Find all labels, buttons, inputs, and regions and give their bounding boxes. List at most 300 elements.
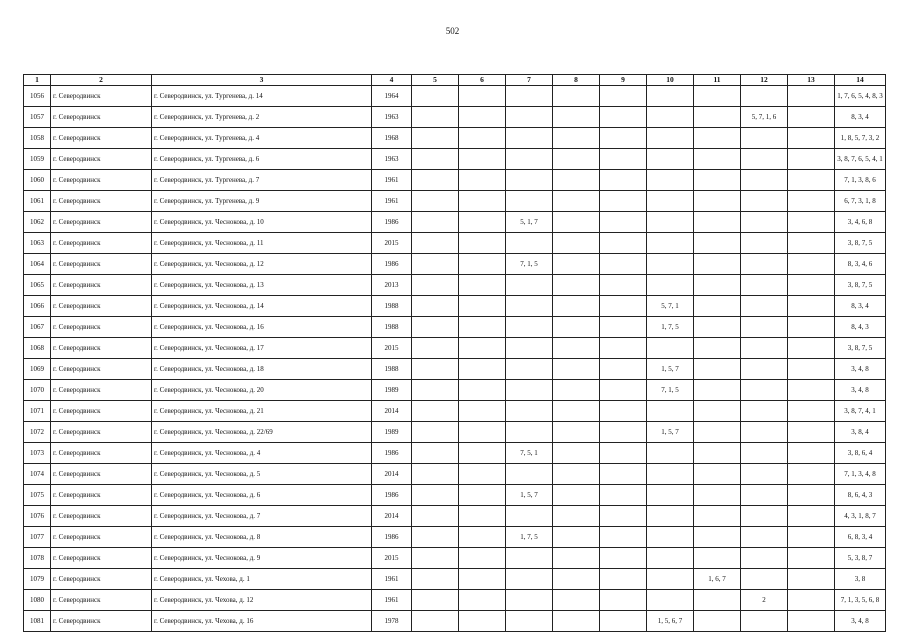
table-cell: [459, 422, 506, 443]
table-cell: [459, 569, 506, 590]
table-cell: [600, 506, 647, 527]
table-cell: [412, 443, 459, 464]
table-cell: [741, 170, 788, 191]
table-cell: [741, 212, 788, 233]
table-cell: 2014: [372, 464, 412, 485]
table-cell: [600, 401, 647, 422]
table-cell: [694, 233, 741, 254]
table-cell: [459, 317, 506, 338]
table-cell: [459, 527, 506, 548]
table-cell: 1, 7, 5: [506, 527, 553, 548]
table-cell: г. Северодвинск: [51, 86, 152, 107]
table-cell: [600, 422, 647, 443]
table-cell: [412, 338, 459, 359]
table-cell: [553, 590, 600, 611]
table-cell: [412, 422, 459, 443]
table-cell: [694, 296, 741, 317]
table-cell: 1057: [24, 107, 51, 128]
table-row: [24, 107, 886, 128]
table-cell: [412, 401, 459, 422]
table-row: [24, 317, 886, 338]
table-row: [24, 275, 886, 296]
table-cell: [694, 380, 741, 401]
table-cell: [741, 275, 788, 296]
table-cell: 1076: [24, 506, 51, 527]
table-cell: [647, 506, 694, 527]
table-cell: 1988: [372, 359, 412, 380]
table-cell: [647, 590, 694, 611]
table-cell: [600, 233, 647, 254]
table-cell: [788, 338, 835, 359]
table-row: [24, 128, 886, 149]
column-header: 5: [412, 75, 459, 86]
table-cell: [506, 86, 553, 107]
table-cell: г. Северодвинск: [51, 296, 152, 317]
table-cell: [694, 527, 741, 548]
table-cell: [741, 464, 788, 485]
table-cell: [553, 380, 600, 401]
table-cell: г. Северодвинск, ул. Чеснокова, д. 22/69: [152, 422, 372, 443]
table-cell: 3, 8: [835, 569, 886, 590]
table-cell: [694, 212, 741, 233]
table-cell: [459, 506, 506, 527]
table-cell: 6, 7, 3, 1, 8: [835, 191, 886, 212]
table-row: [24, 506, 886, 527]
table-cell: 1961: [372, 569, 412, 590]
table-cell: [647, 191, 694, 212]
table-cell: 1978: [372, 611, 412, 632]
table-cell: [647, 149, 694, 170]
table-cell: 1079: [24, 569, 51, 590]
table-cell: [506, 359, 553, 380]
table-cell: [553, 485, 600, 506]
table-cell: [741, 506, 788, 527]
table-cell: [600, 212, 647, 233]
table-cell: г. Северодвинск, ул. Чеснокова, д. 9: [152, 548, 372, 569]
table-cell: 1, 5, 7: [647, 422, 694, 443]
table-cell: г. Северодвинск: [51, 611, 152, 632]
table-row: [24, 422, 886, 443]
table-row: [24, 254, 886, 275]
table-cell: г. Северодвинск: [51, 380, 152, 401]
table-cell: [647, 212, 694, 233]
table-cell: [506, 464, 553, 485]
table-cell: [600, 548, 647, 569]
table-cell: [412, 149, 459, 170]
table-cell: 1, 6, 7: [694, 569, 741, 590]
table-cell: 1066: [24, 296, 51, 317]
table-cell: [600, 443, 647, 464]
table-cell: [788, 464, 835, 485]
table-cell: г. Северодвинск, ул. Чехова, д. 16: [152, 611, 372, 632]
table-cell: [506, 191, 553, 212]
table-cell: г. Северодвинск, ул. Чеснокова, д. 11: [152, 233, 372, 254]
table-cell: [741, 401, 788, 422]
table-cell: г. Северодвинск: [51, 233, 152, 254]
table-cell: [553, 296, 600, 317]
table-cell: [788, 380, 835, 401]
table-cell: [788, 107, 835, 128]
table-cell: [788, 548, 835, 569]
table-cell: [506, 401, 553, 422]
table-cell: [553, 107, 600, 128]
table-cell: [553, 191, 600, 212]
table-cell: 3, 8, 7, 5: [835, 338, 886, 359]
table-cell: г. Северодвинск, ул. Чехова, д. 1: [152, 569, 372, 590]
table-cell: 1062: [24, 212, 51, 233]
table-cell: г. Северодвинск: [51, 338, 152, 359]
table-cell: [412, 506, 459, 527]
table-body: [24, 86, 886, 632]
table-cell: [741, 191, 788, 212]
table-cell: [600, 527, 647, 548]
table-cell: [553, 149, 600, 170]
table-cell: [788, 254, 835, 275]
table-cell: [459, 86, 506, 107]
table-cell: 1056: [24, 86, 51, 107]
table-cell: 1063: [24, 233, 51, 254]
table-cell: [741, 569, 788, 590]
table-cell: [647, 338, 694, 359]
table-cell: 1059: [24, 149, 51, 170]
table-cell: [600, 170, 647, 191]
table-cell: [647, 86, 694, 107]
table-cell: 1986: [372, 254, 412, 275]
table-row: [24, 569, 886, 590]
table-cell: 1, 8, 5, 7, 3, 2: [835, 128, 886, 149]
table-cell: [459, 401, 506, 422]
table-cell: [647, 128, 694, 149]
table-cell: [788, 275, 835, 296]
table-cell: [459, 233, 506, 254]
table-cell: 1963: [372, 149, 412, 170]
table-cell: [459, 296, 506, 317]
table-cell: 1074: [24, 464, 51, 485]
table-cell: г. Северодвинск: [51, 506, 152, 527]
table-cell: [459, 254, 506, 275]
table-cell: [600, 317, 647, 338]
table-cell: [647, 170, 694, 191]
table-cell: 1968: [372, 128, 412, 149]
table-cell: 1077: [24, 527, 51, 548]
table-cell: [694, 317, 741, 338]
table-cell: 2014: [372, 401, 412, 422]
table-cell: [788, 359, 835, 380]
table-cell: [694, 443, 741, 464]
table-cell: [647, 527, 694, 548]
table-cell: [412, 107, 459, 128]
housing-table: [23, 74, 886, 632]
table-cell: [647, 401, 694, 422]
table-cell: 1075: [24, 485, 51, 506]
table-cell: г. Северодвинск, ул. Тургенева, д. 4: [152, 128, 372, 149]
table-cell: [600, 590, 647, 611]
table-cell: [788, 128, 835, 149]
table-cell: 1, 5, 7: [506, 485, 553, 506]
table-cell: [788, 296, 835, 317]
table-cell: 1986: [372, 527, 412, 548]
table-cell: [553, 422, 600, 443]
table-cell: [741, 338, 788, 359]
table-cell: 1064: [24, 254, 51, 275]
column-header: 13: [788, 75, 835, 86]
table-cell: 3, 8, 7, 4, 1: [835, 401, 886, 422]
table-cell: 1961: [372, 590, 412, 611]
table-cell: [553, 254, 600, 275]
table-cell: 5, 7, 1: [647, 296, 694, 317]
table-cell: 1073: [24, 443, 51, 464]
table-cell: [459, 107, 506, 128]
table-cell: г. Северодвинск, ул. Чеснокова, д. 17: [152, 338, 372, 359]
table-cell: [506, 233, 553, 254]
table-row: [24, 191, 886, 212]
table-cell: [788, 401, 835, 422]
table-cell: 3, 8, 4: [835, 422, 886, 443]
table-cell: [694, 485, 741, 506]
table-cell: г. Северодвинск, ул. Тургенева, д. 9: [152, 191, 372, 212]
table-cell: [788, 485, 835, 506]
column-header: 14: [835, 75, 886, 86]
table-cell: [459, 149, 506, 170]
table-cell: [412, 359, 459, 380]
table-cell: г. Северодвинск: [51, 485, 152, 506]
column-header: 3: [152, 75, 372, 86]
table-cell: [553, 338, 600, 359]
table-cell: 1989: [372, 422, 412, 443]
table-cell: [788, 422, 835, 443]
table-cell: [459, 128, 506, 149]
table-cell: [412, 86, 459, 107]
table-cell: 1963: [372, 107, 412, 128]
table-cell: [741, 128, 788, 149]
table-cell: [694, 401, 741, 422]
table-cell: 2015: [372, 338, 412, 359]
header-row: [24, 75, 886, 86]
table-cell: [412, 254, 459, 275]
table-cell: [647, 107, 694, 128]
table-row: [24, 149, 886, 170]
table-cell: [694, 191, 741, 212]
table-cell: [459, 170, 506, 191]
table-cell: [694, 128, 741, 149]
column-header: 7: [506, 75, 553, 86]
table-cell: 1071: [24, 401, 51, 422]
table-cell: г. Северодвинск, ул. Тургенева, д. 2: [152, 107, 372, 128]
table-cell: [694, 611, 741, 632]
table-cell: [788, 527, 835, 548]
table-cell: г. Северодвинск, ул. Чеснокова, д. 10: [152, 212, 372, 233]
table-cell: [788, 86, 835, 107]
table-row: [24, 338, 886, 359]
table-cell: 8, 3, 4: [835, 107, 886, 128]
column-header: 1: [24, 75, 51, 86]
table-cell: [741, 149, 788, 170]
table-cell: г. Северодвинск: [51, 254, 152, 275]
table-cell: [553, 464, 600, 485]
table-cell: 1988: [372, 317, 412, 338]
table-cell: [506, 611, 553, 632]
table-cell: [600, 569, 647, 590]
table-cell: 3, 8, 6, 4: [835, 443, 886, 464]
table-cell: г. Северодвинск, ул. Чеснокова, д. 5: [152, 464, 372, 485]
table-cell: [412, 590, 459, 611]
table-cell: [788, 191, 835, 212]
table-cell: 1961: [372, 170, 412, 191]
table-cell: [506, 149, 553, 170]
table-cell: г. Северодвинск: [51, 170, 152, 191]
table-cell: [741, 527, 788, 548]
table-cell: [412, 380, 459, 401]
table-cell: [506, 170, 553, 191]
table-cell: [553, 506, 600, 527]
table-cell: [694, 590, 741, 611]
table-cell: 1081: [24, 611, 51, 632]
table-cell: [694, 275, 741, 296]
table-cell: [741, 548, 788, 569]
table-cell: г. Северодвинск: [51, 590, 152, 611]
table-cell: [788, 443, 835, 464]
table-cell: 1988: [372, 296, 412, 317]
table-cell: [412, 128, 459, 149]
table-cell: [647, 569, 694, 590]
table-cell: [459, 191, 506, 212]
table-cell: [741, 422, 788, 443]
table-cell: [506, 380, 553, 401]
table-cell: [788, 170, 835, 191]
table-cell: 3, 4, 6, 8: [835, 212, 886, 233]
column-header: 9: [600, 75, 647, 86]
table-cell: г. Северодвинск, ул. Тургенева, д. 6: [152, 149, 372, 170]
table-cell: [741, 359, 788, 380]
table-cell: [459, 338, 506, 359]
table-cell: [647, 485, 694, 506]
table-cell: 3, 4, 8: [835, 380, 886, 401]
table-cell: 3, 4, 8: [835, 611, 886, 632]
table-cell: [412, 212, 459, 233]
table-cell: г. Северодвинск: [51, 464, 152, 485]
column-header: 2: [51, 75, 152, 86]
table-cell: г. Северодвинск: [51, 527, 152, 548]
table-cell: [694, 86, 741, 107]
table-cell: [553, 128, 600, 149]
table-cell: 2013: [372, 275, 412, 296]
table-cell: 7, 5, 1: [506, 443, 553, 464]
table-cell: [412, 296, 459, 317]
page-number: 502: [445, 26, 460, 36]
table-row: [24, 296, 886, 317]
table-cell: [741, 86, 788, 107]
table-cell: [412, 233, 459, 254]
table-cell: 2: [741, 590, 788, 611]
table-cell: [553, 212, 600, 233]
table-cell: [600, 296, 647, 317]
table-cell: [459, 359, 506, 380]
table-row: [24, 464, 886, 485]
table-cell: [600, 359, 647, 380]
table-row: [24, 590, 886, 611]
table-cell: г. Северодвинск, ул. Чехова, д. 12: [152, 590, 372, 611]
table-cell: 1061: [24, 191, 51, 212]
table-row: [24, 527, 886, 548]
table-cell: [506, 107, 553, 128]
table-cell: [459, 464, 506, 485]
table-cell: г. Северодвинск: [51, 212, 152, 233]
table-cell: [600, 86, 647, 107]
table-cell: [553, 401, 600, 422]
table-cell: [506, 317, 553, 338]
table-cell: [600, 254, 647, 275]
table-cell: [459, 611, 506, 632]
table-cell: [741, 233, 788, 254]
table-cell: 4, 3, 1, 8, 7: [835, 506, 886, 527]
table-cell: [412, 611, 459, 632]
table-cell: [506, 338, 553, 359]
table-cell: [788, 317, 835, 338]
table-cell: 3, 8, 7, 5: [835, 275, 886, 296]
table-cell: [694, 464, 741, 485]
table-cell: [506, 422, 553, 443]
table-cell: [694, 338, 741, 359]
table-cell: г. Северодвинск: [51, 275, 152, 296]
table-cell: [600, 338, 647, 359]
table-cell: [600, 611, 647, 632]
table-cell: [741, 254, 788, 275]
table-cell: [694, 548, 741, 569]
table-cell: г. Северодвинск, ул. Чеснокова, д. 12: [152, 254, 372, 275]
table-cell: 1, 5, 6, 7: [647, 611, 694, 632]
table-cell: [506, 128, 553, 149]
table-row: [24, 233, 886, 254]
table-cell: [647, 464, 694, 485]
table-cell: [600, 485, 647, 506]
table-cell: [459, 485, 506, 506]
table-cell: [412, 569, 459, 590]
table-cell: [412, 275, 459, 296]
table-cell: 8, 3, 4, 6: [835, 254, 886, 275]
table-cell: [600, 107, 647, 128]
table-cell: 1, 7, 5: [647, 317, 694, 338]
table-cell: г. Северодвинск: [51, 128, 152, 149]
table-cell: 7, 1, 3, 4, 8: [835, 464, 886, 485]
table-cell: 7, 1, 5: [506, 254, 553, 275]
table-cell: г. Северодвинск, ул. Чеснокова, д. 8: [152, 527, 372, 548]
table-row: [24, 212, 886, 233]
table-cell: [788, 569, 835, 590]
table-cell: г. Северодвинск: [51, 401, 152, 422]
table-cell: [553, 611, 600, 632]
table-cell: 3, 8, 7, 5: [835, 233, 886, 254]
table-row: [24, 380, 886, 401]
table-cell: [600, 464, 647, 485]
table-cell: 8, 4, 3: [835, 317, 886, 338]
table-cell: г. Северодвинск: [51, 569, 152, 590]
table-cell: [459, 548, 506, 569]
table-cell: 1072: [24, 422, 51, 443]
table-cell: 1060: [24, 170, 51, 191]
column-header: 6: [459, 75, 506, 86]
table-row: [24, 443, 886, 464]
column-header: 8: [553, 75, 600, 86]
table-cell: г. Северодвинск: [51, 359, 152, 380]
table-cell: [553, 569, 600, 590]
table-cell: [506, 548, 553, 569]
table-cell: [600, 191, 647, 212]
table-cell: [741, 296, 788, 317]
table-cell: г. Северодвинск, ул. Чеснокова, д. 13: [152, 275, 372, 296]
column-header: 12: [741, 75, 788, 86]
table-cell: [600, 128, 647, 149]
table-cell: [553, 275, 600, 296]
